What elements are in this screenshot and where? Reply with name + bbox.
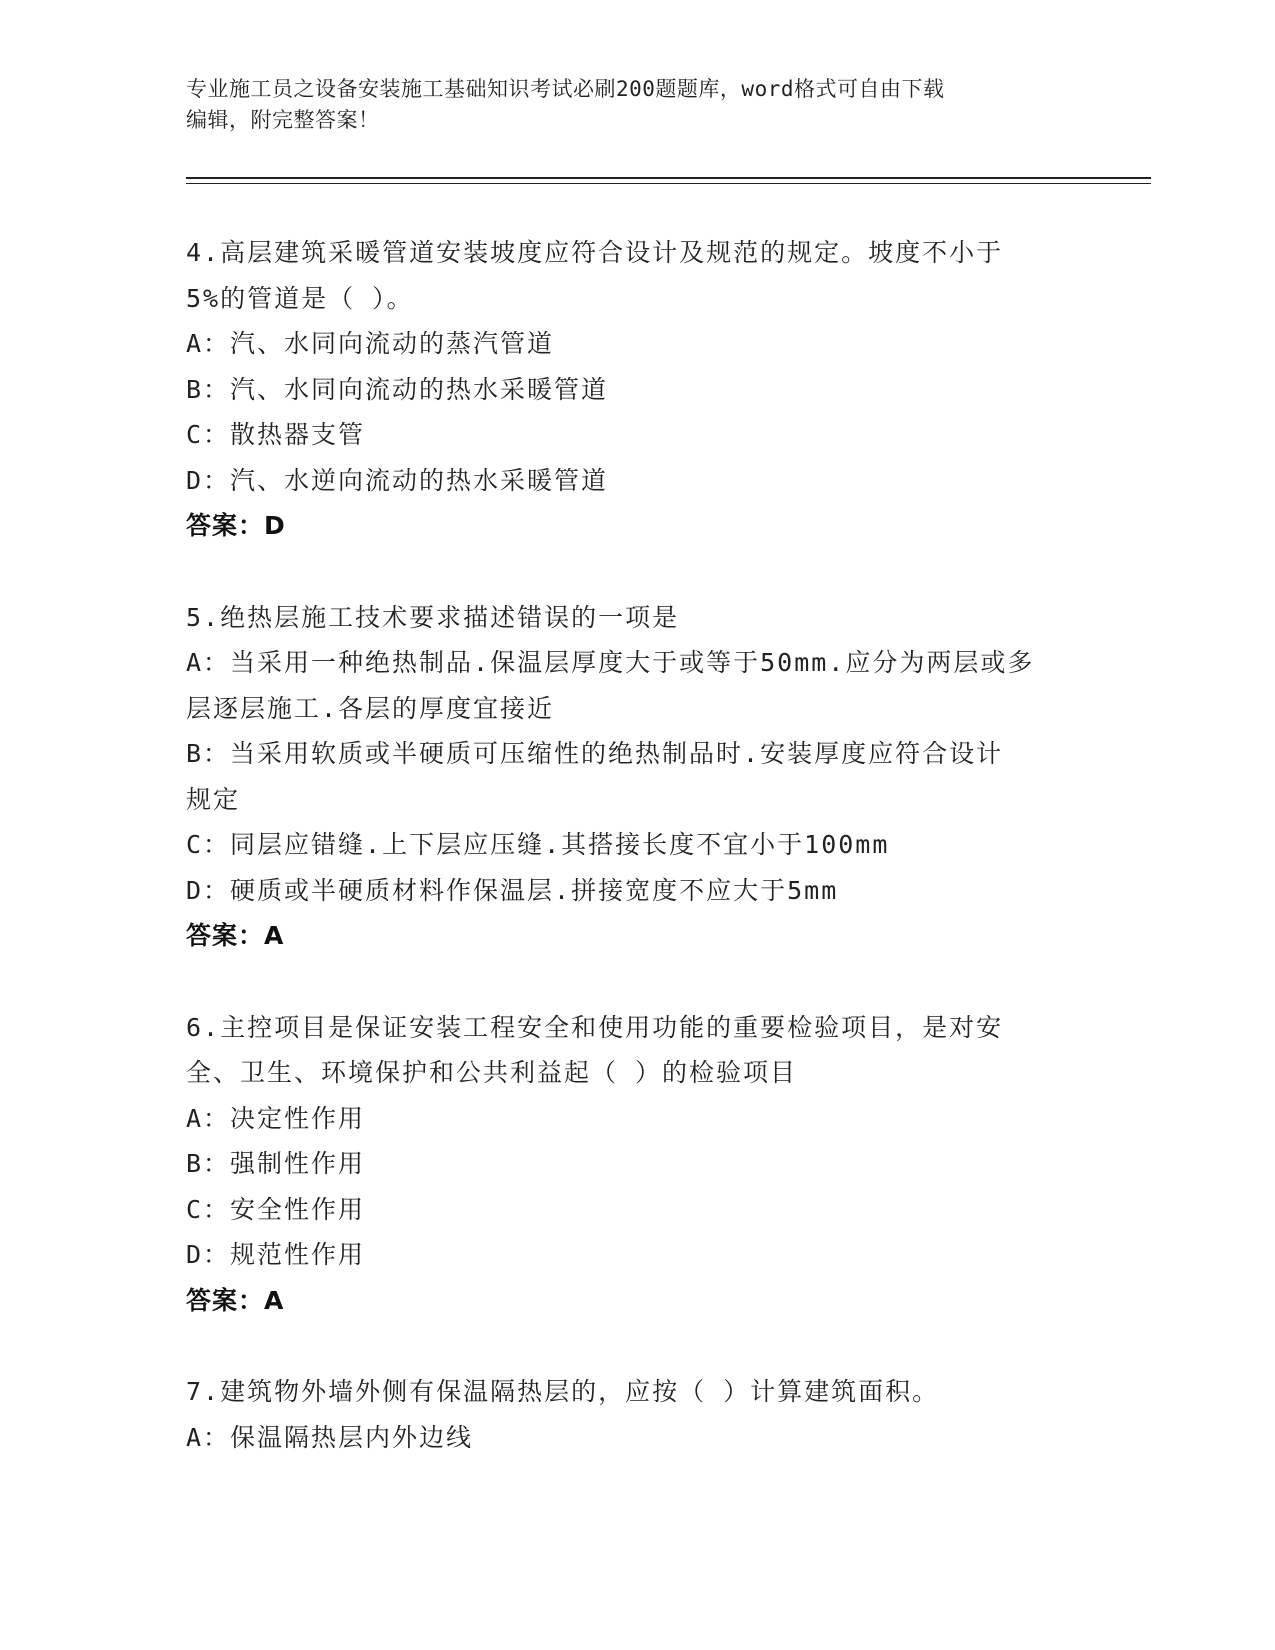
question-stem-line: 7.建筑物外墙外侧有保温隔热层的，应按（ ）计算建筑面积。 xyxy=(186,1377,940,1406)
question-stem-line: 6.主控项目是保证安装工程安全和使用功能的重要检验项目，是对安 xyxy=(186,1012,1004,1042)
question-stem-line: 全、卫生、环境保护和公共利益起（ ）的检验项目 xyxy=(186,1058,798,1087)
option-d: D：规范性作用 xyxy=(186,1240,366,1269)
option-b-continued: 规定 xyxy=(186,784,241,814)
question-5 xyxy=(186,595,1086,959)
option-b: B：强制性作用 xyxy=(186,1149,366,1178)
answer-label: 答案：A xyxy=(186,921,285,950)
option-b: B：汽、水同向流动的热水采暖管道 xyxy=(186,374,609,404)
option-d: D：硬质或半硬质材料作保温层.拼接宽度不应大于5mm xyxy=(186,875,839,905)
question-6 xyxy=(186,1005,1086,1324)
option-c: C：散热器支管 xyxy=(186,420,366,449)
question-stem-line: 5%的管道是（ ）。 xyxy=(186,283,414,313)
header-line-1: 专业施工员之设备安装施工基础知识考试必刷200题题库，word格式可自由下载 xyxy=(186,77,945,101)
document-header xyxy=(186,74,1066,136)
option-b: B：当采用软质或半硬质可压缩性的绝热制品时.安装厚度应符合设计 xyxy=(186,739,1004,768)
option-d: D：汽、水逆向流动的热水采暖管道 xyxy=(186,465,609,495)
header-rule-thin xyxy=(186,183,1151,184)
question-stem-line: 5.绝热层施工技术要求描述错误的一项是 xyxy=(186,602,680,632)
answer-label: 答案：A xyxy=(186,1285,285,1315)
option-a: A：决定性作用 xyxy=(186,1103,366,1133)
header-line-2: 编辑，附完整答案！ xyxy=(186,108,380,132)
option-a: A：汽、水同向流动的蒸汽管道 xyxy=(186,329,555,358)
option-c: C：安全性作用 xyxy=(186,1194,366,1224)
option-a: A：保温隔热层内外边线 xyxy=(186,1422,474,1452)
option-a: A：当采用一种绝热制品.保温层厚度大于或等于50mm.应分为两层或多 xyxy=(186,648,1035,677)
answer-label: 答案：D xyxy=(186,511,286,540)
option-a-continued: 层逐层施工.各层的厚度宜接近 xyxy=(186,693,555,723)
question-list xyxy=(186,230,1086,1506)
question-4 xyxy=(186,230,1086,549)
header-rule-thick xyxy=(186,177,1151,179)
question-stem-line: 4.高层建筑采暖管道安装坡度应符合设计及规范的规定。坡度不小于 xyxy=(186,238,1004,267)
option-c: C：同层应错缝.上下层应压缝.其搭接长度不宜小于100mm xyxy=(186,830,890,859)
question-7 xyxy=(186,1369,1086,1460)
